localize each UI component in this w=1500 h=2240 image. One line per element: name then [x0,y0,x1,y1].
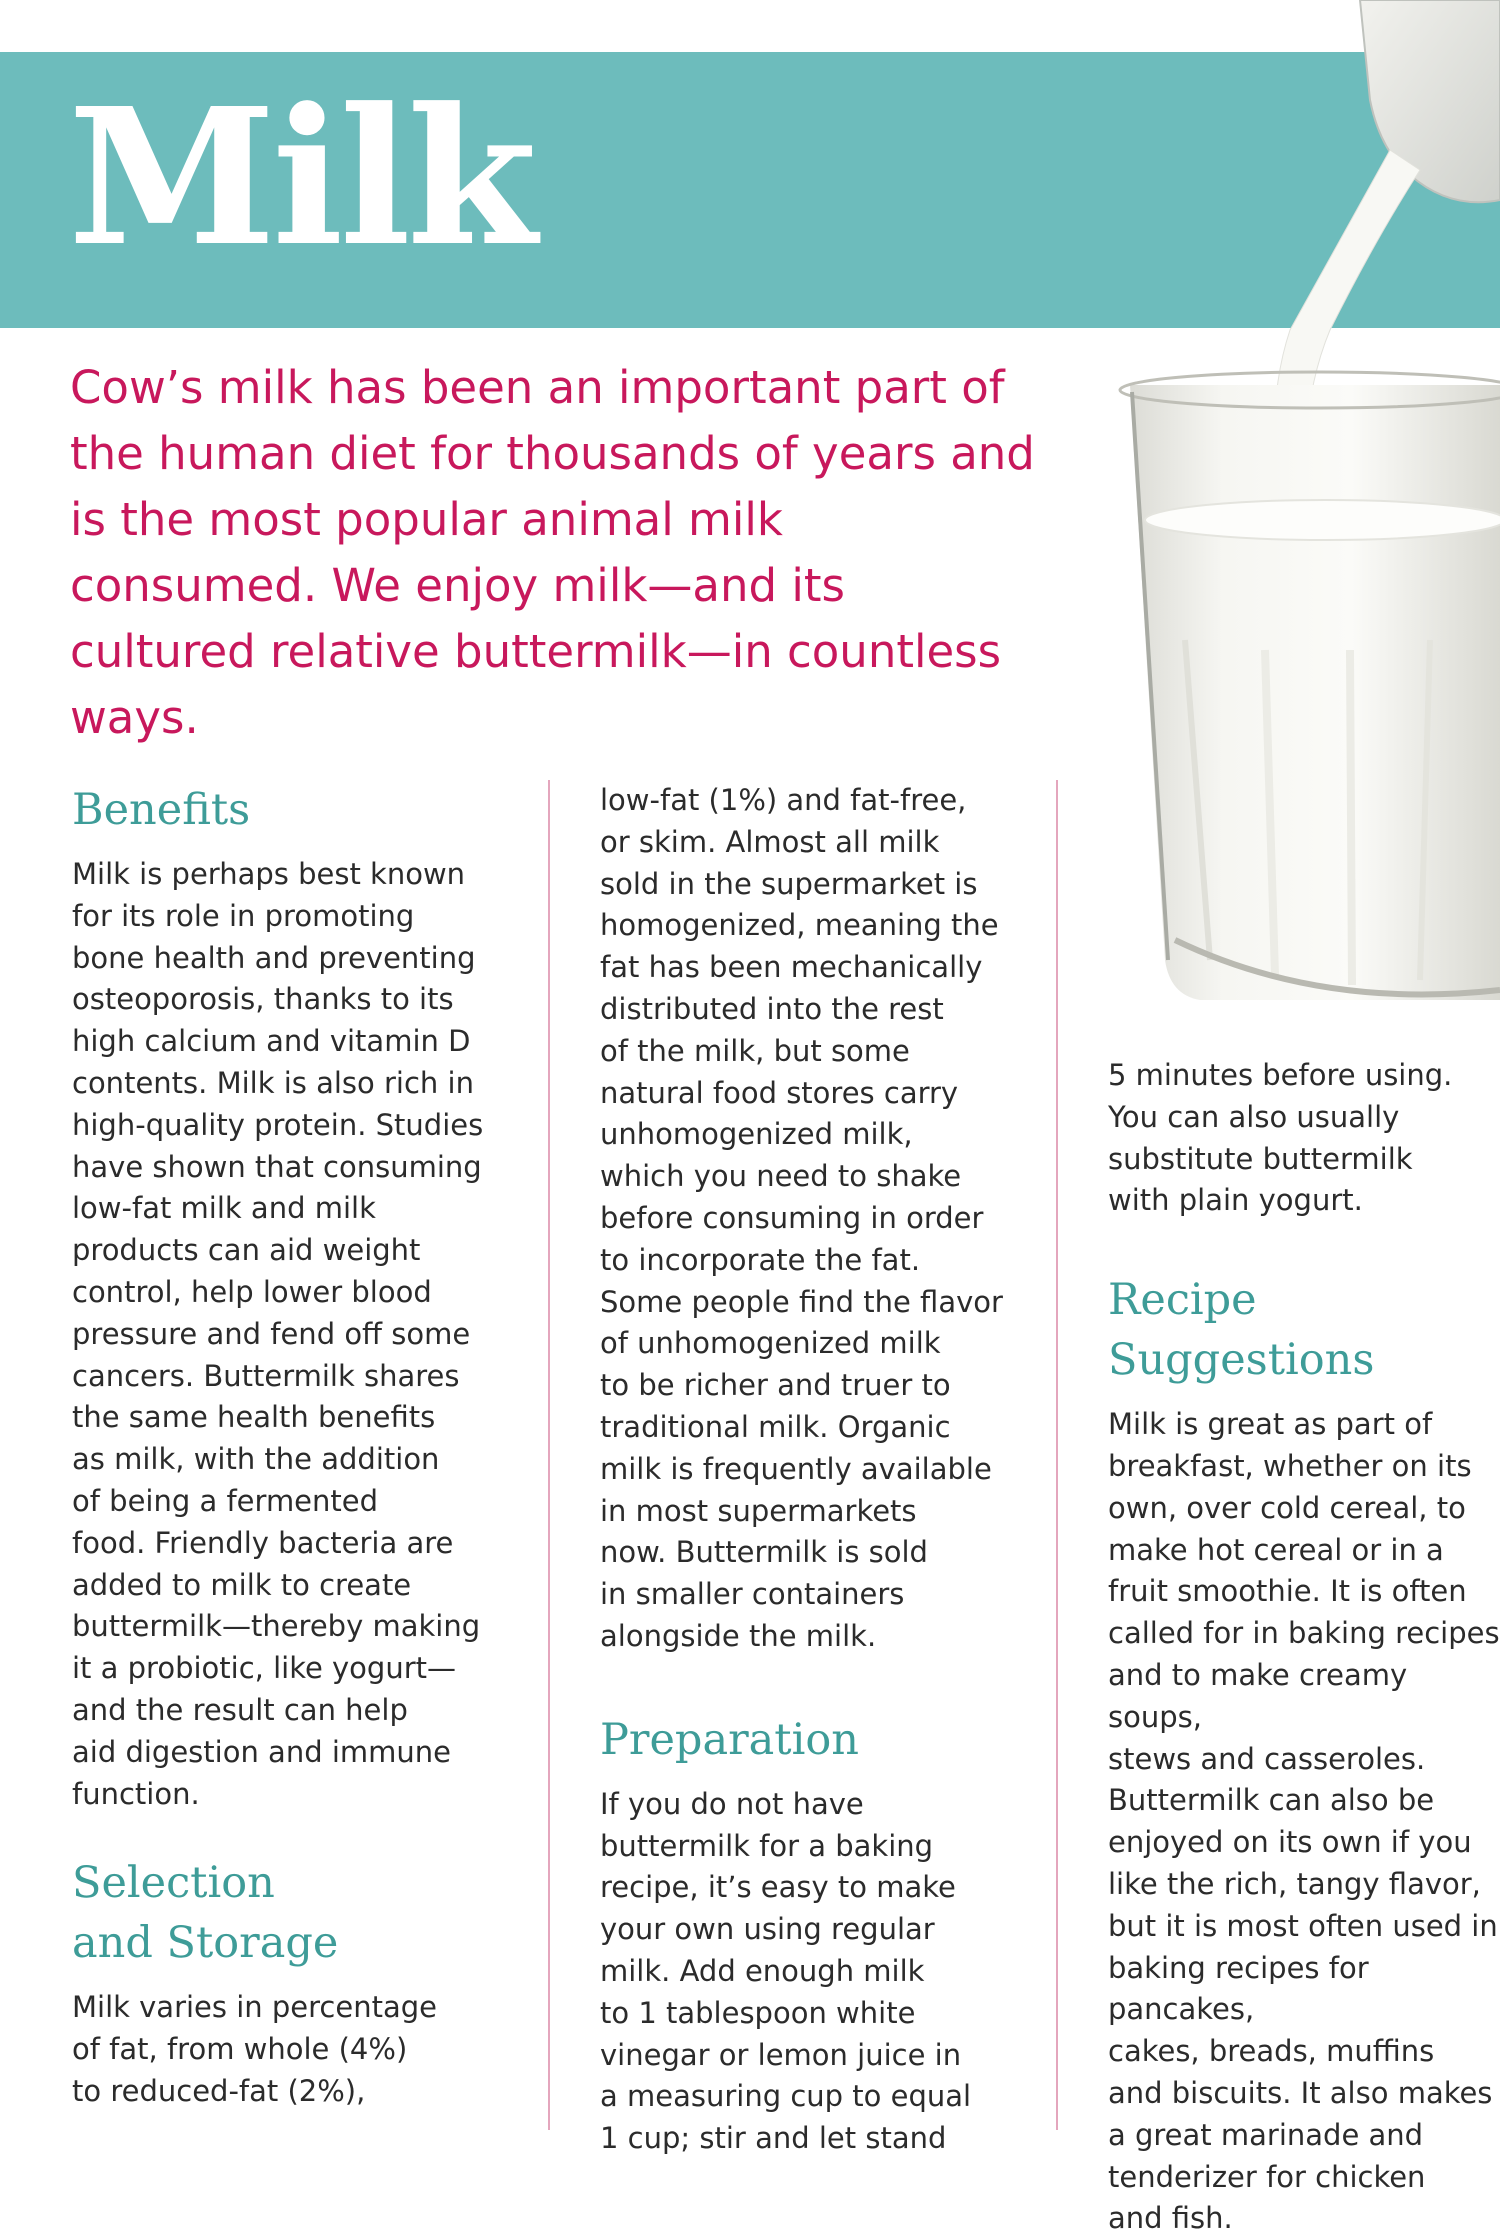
preparation-body: If you do not have buttermilk for a baking recipe, it’s easy to make your own using regular milk. Add enough milk to 1 tablespoon white vinegar or lemon juice in a measuring cup to equal 1 cup; stir and let stand [600,1786,972,2156]
recipes-body: Milk is great as part of breakfast, whether on its own, over cold cereal, to make hot cereal or in a fruit smoothie. It is often called for in baking recipes and to make creamy soups, stews and casseroles. Buttermilk can also be enjoyed on its own if you like the rich, tangy flavor, but it is most often used in baking recipes for pancakes, cakes, breads, muffins and biscuits. It also makes a great marinade and tenderizer for chicken and fish. [1108,1407,1500,2236]
preparation-body-continued: 5 minutes before using. You can also usually substitute buttermilk with plain yogurt. [1108,1058,1453,1218]
column-left [72,780,542,2113]
recipes-heading: Recipe Suggestions [1108,1275,1375,1386]
selection-body-continued: low-fat (1%) and fat-free, or skim. Almost all milk sold in the supermarket is homogenized, meaning the fat has been mechanically distributed into the rest of the milk, but some natural food stores carry unhomogenized milk, which you need to shake before consuming in order to incorporate the fat. Some people find the flavor of unhomogenized milk to be richer and truer to traditional milk. Organic milk is frequently available in most supermarkets now. Buttermilk is sold in smaller containers alongside the milk. [600,783,1003,1653]
selection-body: Milk varies in percentage of fat, from whole (4%) to reduced-fat (2%), [72,1990,437,2108]
benefits-heading: Benefits [72,785,251,835]
benefits-body: Milk is perhaps best known for its role in promoting bone health and preventing osteoporosis, thanks to its high calcium and vitamin D contents. Milk is also rich in high-quality protein. Studies have shown that consuming low-fat milk and milk products can aid weight control, help lower blood pressure and fend off some cancers. Buttermilk shares the same health benefits as milk, with the addition of being a fermented food. Friendly bacteria are added to milk to create buttermilk—thereby making it a probiotic, like yogurt— and the result can help aid digestion and immune function. [72,857,484,1811]
milk-glass-illustration [1090,0,1500,1010]
preparation-heading: Preparation [600,1714,859,1765]
column-divider-left [548,780,550,2130]
selection-heading: Selection and Storage [72,1858,339,1969]
column-middle [600,780,1060,2160]
intro-paragraph: Cow’s milk has been an important part of the human diet for thousands of years and is the most popular animal milk consumed. We enjoy milk—and its cultured relative buttermilk—in countless ways. [70,361,1035,744]
column-right [1108,1055,1500,2240]
page-title: Milk [68,67,534,288]
